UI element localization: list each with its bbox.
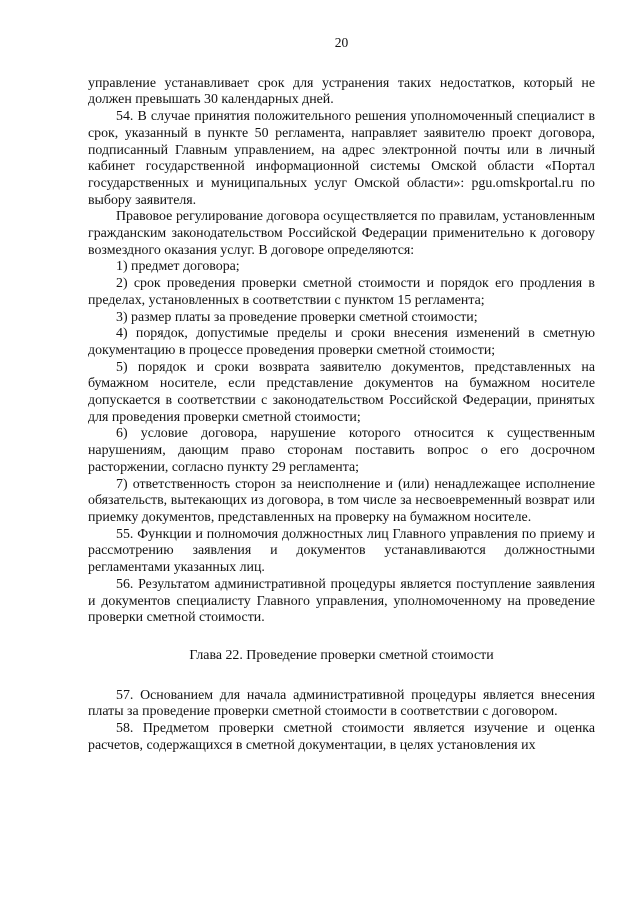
body-text-before [88, 76, 595, 627]
chapter-heading: Глава 22. Проведение проверки сметной стоимости [189, 647, 494, 663]
list-item: 5) порядок и сроки возврата заявителю документов, представленных на бумажном носителе, если представление документов на бумажном носителе допускается в соответствии с законодательством Российской Федерации, принятых для проведения проверки сметной стоимости; [88, 359, 595, 425]
page-number: 20 [334, 35, 349, 50]
paragraph: управление устанавливает срок для устранения таких недостатков, который не должен превышать 30 календарных дней. [88, 75, 595, 108]
paragraph: Правовое регулирование договора осуществляется по правилам, установленным гражданским законодательством Российской Федерации применительно к договору возмездного оказания услуг. В договоре определяются: [88, 209, 595, 258]
list-item: 1) предмет договора; [116, 259, 240, 275]
paragraph: 58. Предметом проверки сметной стоимости является изучение и оценка расчетов, содержащихся в сметной документации, в целях установления их [88, 721, 595, 753]
paragraph: 56. Результатом административной процедуры является поступление заявления и документов специалисту Главного управления, уполномоченному на проведение проверки сметной стоимости. [88, 576, 595, 626]
paragraph: 57. Основанием для начала административной процедуры является внесения платы за проведение проверки сметной стоимости в соответствии с договором. [88, 687, 595, 720]
body-text-after [88, 688, 595, 755]
list-item: 6) условие договора, нарушение которого относится к существенным нарушениям, дающим право сторонам поставить вопрос о его досрочном расторжении, согласно пункту 29 регламента; [88, 426, 595, 475]
list-item: 2) срок проведения проверки сметной стоимости и порядок его продления в пределах, установленных в соответствии с пунктом 15 регламента; [88, 276, 595, 308]
list-item: 7) ответственность сторон за неисполнение и (или) ненадлежащее исполнение обязательств, вытекающих из договора, в том числе за несвоевременный возврат или приемку документов, представленных на проверку на бумажном носителе. [88, 476, 595, 525]
list-item: 3) размер платы за проведение проверки сметной стоимости; [116, 309, 478, 325]
list-item: 4) порядок, допустимые пределы и сроки внесения изменений в сметную документацию в процессе проведения проверки сметной стоимости; [88, 326, 595, 358]
paragraph: 54. В случае принятия положительного решения уполномоченный специалист в срок, указанный в пункте 50 регламента, направляет заявителю проект договора, подписанный Главным управлением, на адрес электронной почты или в личный кабинет государственной информационной системы Омской области «Портал государственных и муниципальных услуг Омской области»: pgu.omskportal.ru по выбору заявителя. [88, 109, 595, 208]
paragraph: 55. Функции и полномочия должностных лиц Главного управления по приему и рассмотрению заявления и документов устанавливаются должностными регламентами указанных лиц. [88, 526, 595, 576]
